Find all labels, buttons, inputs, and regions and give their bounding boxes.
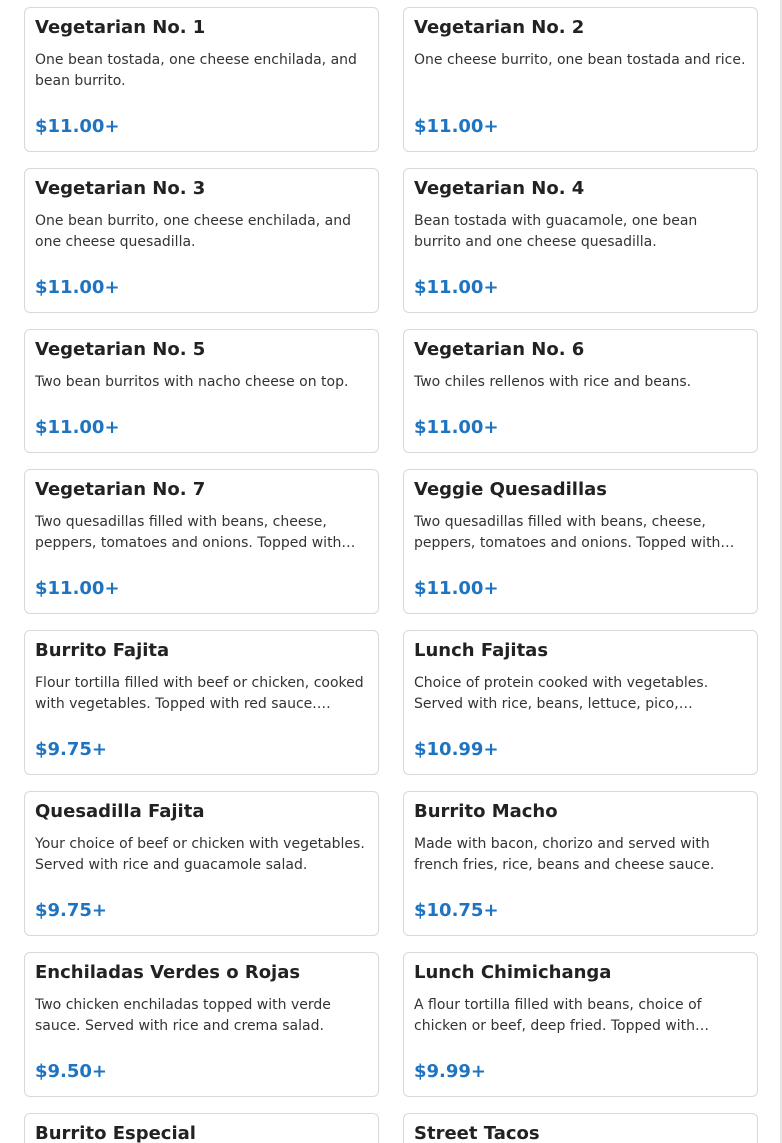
menu-item-card[interactable]: [24, 329, 379, 453]
menu-item-card[interactable]: [24, 952, 379, 1097]
menu-item-card[interactable]: [403, 1113, 758, 1143]
menu-item-price: $10.99+: [414, 739, 499, 760]
menu-item-title: Burrito Macho: [414, 801, 558, 822]
menu-item-price: $11.00+: [414, 277, 499, 298]
menu-item-title: Vegetarian No. 2: [414, 17, 585, 38]
menu-item-price: $11.00+: [414, 116, 499, 137]
menu-item-price: $9.75+: [35, 739, 108, 760]
menu-item-description: One bean burrito, one cheese enchilada, and one cheese quesadilla.: [35, 213, 352, 250]
menu-item-description: Two quesadillas filled with beans, cheese, peppers, tomatoes and onions. Topped with…: [35, 514, 356, 551]
menu-item-title: Vegetarian No. 4: [414, 178, 585, 199]
menu-item-title: Vegetarian No. 6: [414, 339, 585, 360]
menu-item-price: $10.75+: [414, 900, 499, 921]
menu-item-title: Lunch Fajitas: [414, 640, 549, 661]
menu-item-title: Enchiladas Verdes o Rojas: [35, 962, 301, 983]
menu-item-description: One cheese burrito, one bean tostada and rice.: [414, 52, 746, 68]
menu-item-price: $9.75+: [35, 900, 108, 921]
menu-item-card[interactable]: [24, 1113, 379, 1143]
menu-item-description: Made with bacon, chorizo and served with french fries, rice, beans and cheese sauce.: [414, 836, 715, 873]
menu-item-title: Vegetarian No. 3: [35, 178, 206, 199]
menu-item-card[interactable]: [403, 329, 758, 453]
menu-item-title: Burrito Especial: [35, 1123, 196, 1143]
menu-item-card[interactable]: [24, 630, 379, 775]
menu-item-description: Two chiles rellenos with rice and beans.: [414, 374, 692, 390]
menu-item-card[interactable]: [24, 469, 379, 614]
menu-item-price: $9.50+: [35, 1061, 108, 1082]
menu-item-description: Two chicken enchiladas topped with verde sauce. Served with rice and crema salad.: [35, 997, 331, 1034]
menu-item-description: A flour tortilla filled with beans, choice of chicken or beef, deep fried. Topped with…: [414, 997, 710, 1034]
menu-item-card[interactable]: [403, 168, 758, 313]
menu-item-title: Veggie Quesadillas: [414, 479, 608, 500]
menu-item-price: $11.00+: [35, 116, 120, 137]
menu-item-card[interactable]: [403, 469, 758, 614]
menu-item-title: Vegetarian No. 1: [35, 17, 206, 38]
menu-grid: [24, 7, 758, 1143]
menu-item-card[interactable]: [24, 791, 379, 936]
menu-item-title: Street Tacos: [414, 1123, 540, 1143]
menu-item-title: Burrito Fajita: [35, 640, 170, 661]
menu-item-title: Vegetarian No. 7: [35, 479, 206, 500]
menu-item-card[interactable]: [24, 7, 379, 152]
menu-item-card[interactable]: [403, 630, 758, 775]
menu-item-title: Lunch Chimichanga: [414, 962, 612, 983]
menu-item-description: Choice of protein cooked with vegetables. Served with rice, beans, lettuce, pico,…: [414, 675, 709, 712]
menu-item-card[interactable]: [403, 952, 758, 1097]
menu-item-card[interactable]: [403, 7, 758, 152]
menu-item-price: $11.00+: [35, 578, 120, 599]
menu-item-price: $9.99+: [414, 1061, 487, 1082]
menu-item-title: Quesadilla Fajita: [35, 801, 205, 822]
menu-item-price: $11.00+: [35, 417, 120, 438]
menu-item-description: Bean tostada with guacamole, one bean burrito and one cheese quesadilla.: [414, 213, 698, 250]
menu-item-card[interactable]: [24, 168, 379, 313]
menu-item-price: $11.00+: [414, 417, 499, 438]
menu-item-description: Your choice of beef or chicken with vegetables. Served with rice and guacamole salad.: [35, 836, 365, 873]
menu-item-card[interactable]: [403, 791, 758, 936]
menu-item-title: Vegetarian No. 5: [35, 339, 206, 360]
menu-item-description: Two bean burritos with nacho cheese on top.: [35, 374, 349, 390]
menu-item-price: $11.00+: [35, 277, 120, 298]
menu-item-description: Two quesadillas filled with beans, cheese, peppers, tomatoes and onions. Topped with…: [414, 514, 735, 551]
menu-item-description: Flour tortilla filled with beef or chicken, cooked with vegetables. Topped with red sauce.…: [35, 675, 364, 712]
menu-item-price: $11.00+: [414, 578, 499, 599]
menu-item-description: One bean tostada, one cheese enchilada, and bean burrito.: [35, 52, 357, 89]
